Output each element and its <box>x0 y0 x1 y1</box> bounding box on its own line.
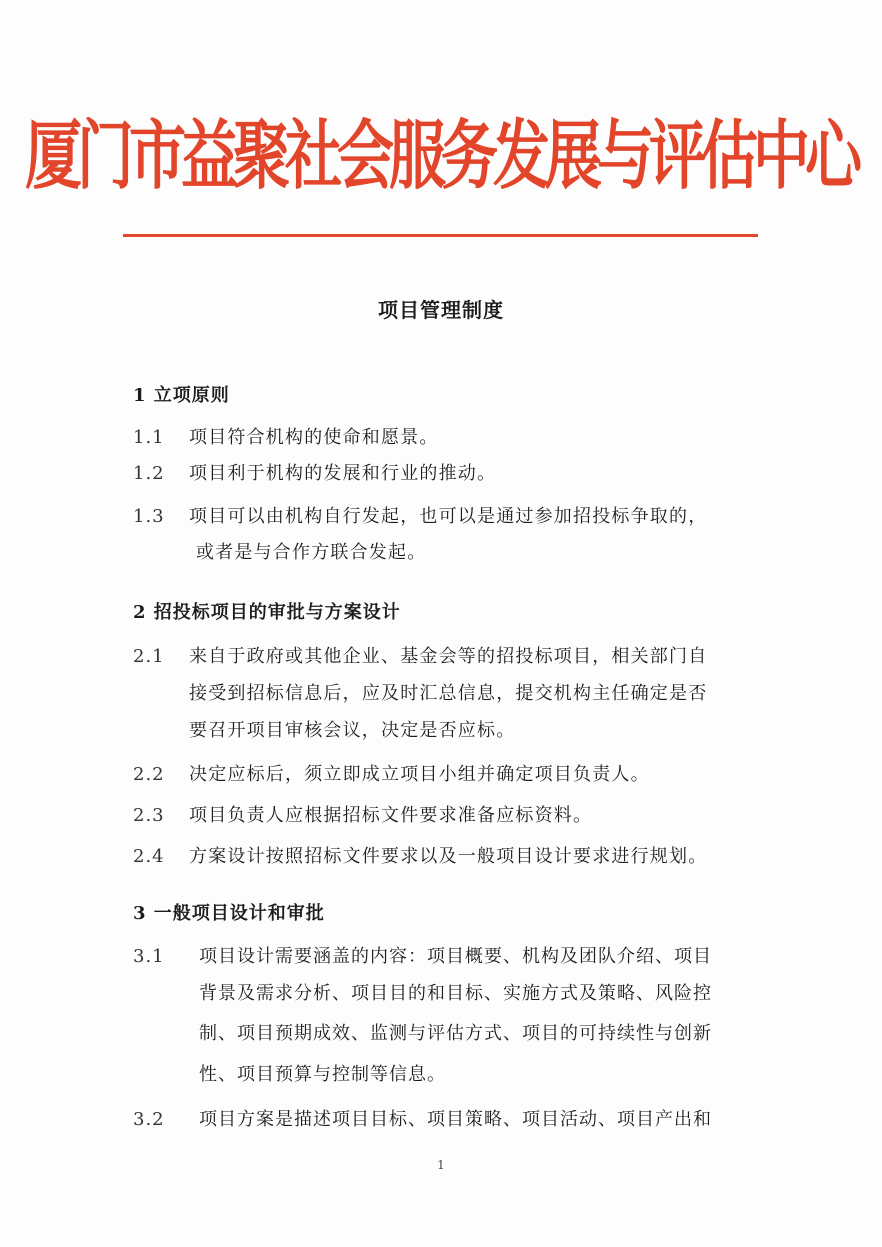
item-text-1-1: 项目符合机构的使命和愿景。 <box>189 427 439 448</box>
item-text-2-4: 方案设计按照招标文件要求以及一般项目设计要求进行规划。 <box>189 846 708 867</box>
document-title: 项目管理制度 <box>378 298 504 322</box>
section-heading-2: 2 招投标项目的审批与方案设计 <box>133 602 401 623</box>
item-text-1-3-line-2: 或者是与合作方联合发起。 <box>196 542 427 563</box>
item-number-2-1: 2.1 <box>133 646 165 667</box>
letterhead-red-rule <box>123 234 758 237</box>
section-heading-3: 3 一般项目设计和审批 <box>133 903 325 924</box>
item-text-3-1-line-1: 项目设计需要涵盖的内容：项目概要、机构及团队介绍、项目 <box>199 946 712 967</box>
item-number-1-1: 1.1 <box>133 427 165 448</box>
letterhead-organization-name: 厦门市益聚社会服务发展与评估中心 <box>25 111 857 200</box>
item-number-3-2: 3.2 <box>133 1109 165 1130</box>
item-text-3-1-line-4: 性、项目预算与控制等信息。 <box>199 1064 446 1085</box>
item-text-2-1-line-2: 接受到招标信息后，应及时汇总信息，提交机构主任确定是否 <box>189 683 708 704</box>
item-text-3-1-line-3: 制、项目预期成效、监测与评估方式、项目的可持续性与创新 <box>199 1023 712 1044</box>
item-number-2-2: 2.2 <box>133 764 165 785</box>
item-number-1-3: 1.3 <box>133 506 165 527</box>
item-text-1-3-line-1: 项目可以由机构自行发起，也可以是通过参加招投标争取的， <box>189 506 708 527</box>
item-number-2-3: 2.3 <box>133 805 165 826</box>
item-text-3-1-line-2: 背景及需求分析、项目目的和目标、实施方式及策略、风险控 <box>199 983 712 1004</box>
item-text-2-2: 决定应标后，须立即成立项目小组并确定项目负责人。 <box>189 764 650 785</box>
item-text-1-2: 项目利于机构的发展和行业的推动。 <box>189 463 497 484</box>
item-text-3-2-line-1: 项目方案是描述项目目标、项目策略、项目活动、项目产出和 <box>199 1109 712 1130</box>
page-number: 1 <box>437 1158 445 1172</box>
item-number-2-4: 2.4 <box>133 846 165 867</box>
item-number-1-2: 1.2 <box>133 463 165 484</box>
item-number-3-1: 3.1 <box>133 946 165 967</box>
section-heading-1: 1 立项原则 <box>133 385 230 406</box>
item-text-2-1-line-3: 要召开项目审核会议，决定是否应标。 <box>189 720 516 741</box>
item-text-2-1-line-1: 来自于政府或其他企业、基金会等的招投标项目，相关部门自 <box>189 646 708 667</box>
item-text-2-3: 项目负责人应根据招标文件要求准备应标资料。 <box>189 805 593 826</box>
